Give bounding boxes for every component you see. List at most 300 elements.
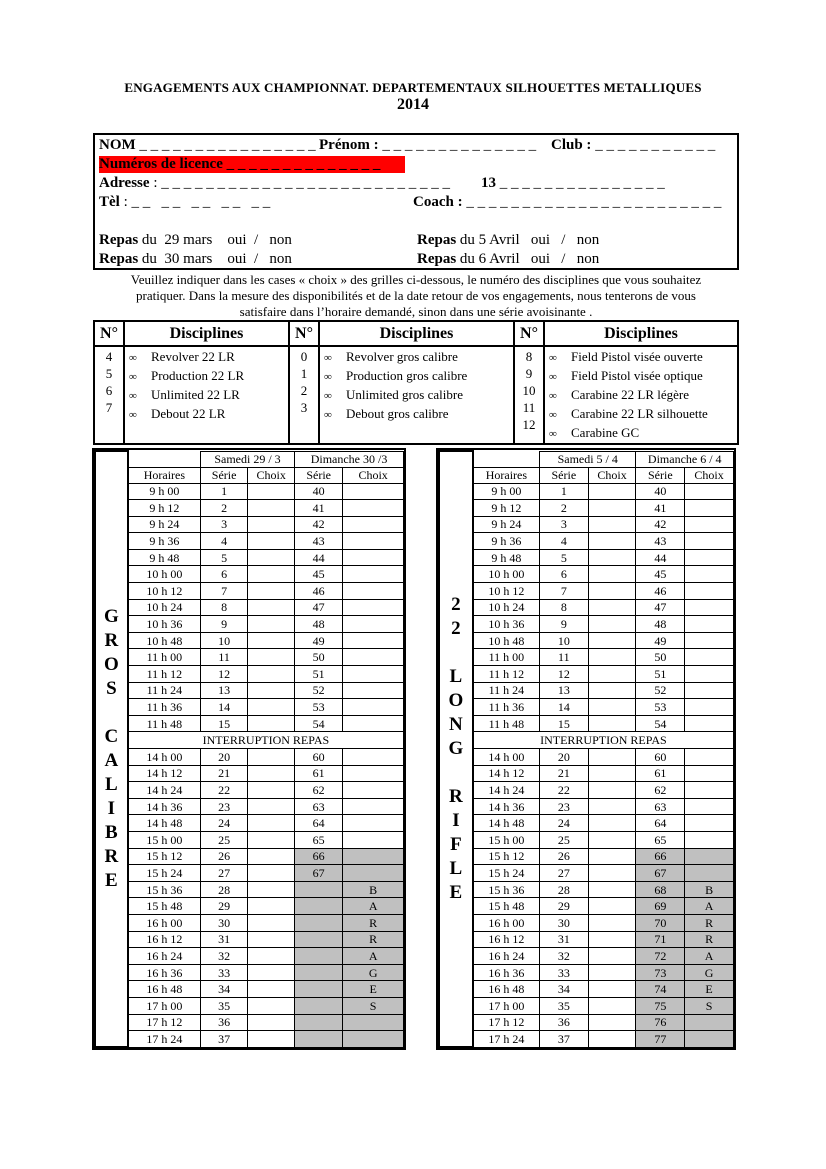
prenom-field[interactable]: _ _ _ _ _ _ _ _ _ _ _ _ _ _ <box>378 137 537 153</box>
repas-6-choice[interactable]: du 6 Avril oui / non <box>456 251 600 267</box>
barrages-cell: B <box>685 881 734 898</box>
coach-label: Coach : <box>413 194 463 210</box>
time-cell: 9 h 48 <box>473 549 540 566</box>
choix-cell[interactable] <box>248 649 295 666</box>
discipline-number: 11 <box>522 400 536 415</box>
serie-cell: 21 <box>539 765 588 782</box>
serie-cell: 35 <box>200 997 247 1014</box>
choix-cell[interactable] <box>685 815 734 832</box>
serie-cell: 27 <box>539 865 588 882</box>
choix-cell[interactable] <box>343 666 404 683</box>
choix-cell[interactable] <box>685 616 734 633</box>
serie-cell: 12 <box>200 666 247 683</box>
choix-cell[interactable] <box>248 798 295 815</box>
repas-29-choice[interactable]: du 29 mars oui / non <box>138 232 292 248</box>
choix-cell[interactable] <box>588 549 636 566</box>
discipline-name: Unlimited gros calibre <box>346 387 463 402</box>
choix-cell[interactable] <box>248 749 295 766</box>
serie-cell: 24 <box>539 815 588 832</box>
club-line[interactable] <box>551 137 715 154</box>
choix-cell[interactable] <box>588 649 636 666</box>
time-cell: 14 h 24 <box>128 782 201 799</box>
serie-cell: 64 <box>295 815 343 832</box>
time-cell: 14 h 24 <box>473 782 540 799</box>
serie-cell: 35 <box>539 997 588 1014</box>
serie-cell: 5 <box>539 549 588 566</box>
serie-cell: 33 <box>200 964 247 981</box>
schedule-row <box>439 500 734 517</box>
choix-cell[interactable] <box>685 583 734 600</box>
choix-cell[interactable] <box>343 516 404 533</box>
choix-cell[interactable] <box>685 649 734 666</box>
schedule-row <box>95 931 404 948</box>
serie-header: Série <box>636 467 685 483</box>
choix-cell[interactable] <box>588 964 636 981</box>
time-cell: 11 h 00 <box>473 649 540 666</box>
discipline-number: 1 <box>300 366 308 381</box>
repas-6-line[interactable] <box>417 251 599 268</box>
coach-field[interactable]: _ _ _ _ _ _ _ _ _ _ _ _ _ _ _ _ _ _ _ _ _ _ _ <box>462 194 722 210</box>
serie-cell: 7 <box>200 583 247 600</box>
serie-cell: 7 <box>539 583 588 600</box>
discipline-name: Production 22 LR <box>151 368 245 383</box>
choix-cell[interactable] <box>248 782 295 799</box>
nom-field[interactable]: _ _ _ _ _ _ _ _ _ _ _ _ _ _ _ _ <box>135 137 316 153</box>
repas-30-choice[interactable]: du 30 mars oui / non <box>138 251 292 267</box>
choix-cell[interactable] <box>588 682 636 699</box>
schedule-row <box>439 1014 734 1031</box>
choix-cell[interactable] <box>248 632 295 649</box>
coach-line[interactable] <box>413 194 721 211</box>
discipline-number: 4 <box>105 349 113 364</box>
choix-cell[interactable] <box>588 566 636 583</box>
serie-cell: 11 <box>200 649 247 666</box>
choix-cell[interactable] <box>343 632 404 649</box>
label-letter: I <box>107 798 116 820</box>
choix-cell <box>685 1031 734 1048</box>
serie-cell: 65 <box>295 831 343 848</box>
serie-cell: 32 <box>539 948 588 965</box>
day1-header: Samedi 5 / 4 <box>539 451 635 467</box>
choix-cell[interactable] <box>588 914 636 931</box>
choix-cell[interactable] <box>685 483 734 500</box>
choix-cell[interactable] <box>248 500 295 517</box>
serie-cell: 69 <box>636 898 685 915</box>
serie-cell: 29 <box>539 898 588 915</box>
schedule-row <box>439 997 734 1014</box>
time-cell: 15 h 00 <box>473 831 540 848</box>
label-letter: R <box>104 630 119 652</box>
serie-cell: 3 <box>200 516 247 533</box>
barrages-cell: R <box>685 931 734 948</box>
choix-cell[interactable] <box>343 798 404 815</box>
choix-cell[interactable] <box>685 632 734 649</box>
adresse-label: Adresse <box>99 175 150 191</box>
instructions-line: Veuillez indiquer dans les cases « choix » des grilles ci-dessous, le numéro des disciplines que vous souhaitez <box>130 272 702 287</box>
schedule-row <box>439 898 734 915</box>
infinity-bullet-icon: ∞ <box>549 371 557 383</box>
choix-cell[interactable] <box>248 1031 295 1048</box>
schedule-row <box>95 765 404 782</box>
schedule-row <box>439 483 734 500</box>
choix-cell[interactable] <box>588 981 636 998</box>
choix-cell[interactable] <box>588 1014 636 1031</box>
choix-cell[interactable] <box>588 715 636 732</box>
num-header: N° <box>289 321 319 346</box>
serie-cell: 42 <box>636 516 685 533</box>
choix-cell[interactable] <box>248 682 295 699</box>
schedule-row <box>95 632 404 649</box>
choix-cell[interactable] <box>588 948 636 965</box>
time-cell: 9 h 12 <box>473 500 540 517</box>
choix-cell[interactable] <box>588 1031 636 1048</box>
choix-cell[interactable] <box>685 798 734 815</box>
discipline-item <box>320 386 513 405</box>
serie-cell: 23 <box>539 798 588 815</box>
choix-cell[interactable] <box>588 666 636 683</box>
serie-cell: 25 <box>200 831 247 848</box>
schedule-row <box>95 715 404 732</box>
time-cell: 11 h 24 <box>473 682 540 699</box>
serie-header: Série <box>539 467 588 483</box>
choix-cell[interactable] <box>343 699 404 716</box>
time-cell: 11 h 12 <box>473 666 540 683</box>
serie-cell: 29 <box>200 898 247 915</box>
choix-cell[interactable] <box>343 583 404 600</box>
discipline-item <box>545 405 737 424</box>
adresse-field[interactable]: : _ _ _ _ _ _ _ _ _ _ _ _ _ _ _ _ _ _ _ _ _ _ _ _ _ _ <box>149 175 450 191</box>
choix-cell[interactable] <box>685 715 734 732</box>
schedule-row <box>95 831 404 848</box>
choix-cell[interactable] <box>588 749 636 766</box>
choix-cell[interactable] <box>588 533 636 550</box>
choix-cell[interactable] <box>685 682 734 699</box>
choix-cell[interactable] <box>248 865 295 882</box>
disciplines-header: Disciplines <box>544 321 738 346</box>
time-cell: 11 h 48 <box>473 715 540 732</box>
serie-cell: 44 <box>636 549 685 566</box>
choix-cell[interactable] <box>588 798 636 815</box>
choix-cell[interactable] <box>248 699 295 716</box>
choix-cell[interactable] <box>248 583 295 600</box>
discipline-number: 12 <box>522 417 536 432</box>
choix-cell[interactable] <box>248 666 295 683</box>
serie-cell: 34 <box>539 981 588 998</box>
serie-cell: 65 <box>636 831 685 848</box>
time-cell: 10 h 48 <box>473 632 540 649</box>
serie-cell: 70 <box>636 914 685 931</box>
infinity-bullet-icon: ∞ <box>324 409 332 421</box>
discipline-number: 2 <box>300 383 308 398</box>
choix-cell[interactable] <box>343 483 404 500</box>
label-letter <box>440 641 472 665</box>
choix-cell[interactable] <box>343 566 404 583</box>
infinity-bullet-icon: ∞ <box>129 352 137 364</box>
choix-cell[interactable] <box>588 831 636 848</box>
choix-cell[interactable] <box>588 516 636 533</box>
time-cell: 16 h 00 <box>473 914 540 931</box>
choix-cell[interactable] <box>248 948 295 965</box>
discipline-name: Revolver gros calibre <box>346 349 458 364</box>
serie-header: Série <box>295 467 343 483</box>
choix-cell[interactable] <box>685 533 734 550</box>
discipline-name: Carabine 22 LR légère <box>571 387 690 402</box>
choix-cell[interactable] <box>343 831 404 848</box>
tel-field[interactable]: : _ _ _ _ _ _ _ _ _ _ <box>119 194 271 210</box>
choix-cell[interactable] <box>588 848 636 865</box>
discipline-item <box>545 424 737 443</box>
discipline-item <box>545 386 737 405</box>
time-cell: 9 h 24 <box>128 516 201 533</box>
choix-header: Choix <box>248 467 295 483</box>
time-cell: 10 h 12 <box>128 583 201 600</box>
nom-label: NOM <box>99 137 136 153</box>
choix-cell[interactable] <box>248 815 295 832</box>
schedule-row <box>95 865 404 882</box>
serie-cell: 3 <box>539 516 588 533</box>
serie-cell: 28 <box>539 881 588 898</box>
schedule-row <box>439 566 734 583</box>
serie-cell: 49 <box>636 632 685 649</box>
choix-cell[interactable] <box>248 599 295 616</box>
discipline-name: Debout gros calibre <box>346 406 449 421</box>
licence-line[interactable] <box>99 156 380 173</box>
prenom-label: Prénom : <box>319 137 379 153</box>
choix-cell[interactable] <box>248 914 295 931</box>
serie-cell: 61 <box>295 765 343 782</box>
schedule-row <box>95 997 404 1014</box>
repas-29-line[interactable] <box>99 232 292 249</box>
choix-cell[interactable] <box>588 881 636 898</box>
serie-cell: 75 <box>636 997 685 1014</box>
choix-cell[interactable] <box>343 815 404 832</box>
time-cell: 11 h 36 <box>473 699 540 716</box>
discipline-number: 8 <box>525 349 533 364</box>
club-label: Club : <box>551 137 592 153</box>
choix-cell[interactable] <box>248 549 295 566</box>
choix-cell[interactable] <box>248 831 295 848</box>
choix-cell[interactable] <box>588 997 636 1014</box>
choix-cell[interactable] <box>685 566 734 583</box>
choix-cell[interactable] <box>343 765 404 782</box>
serie-cell: 41 <box>636 500 685 517</box>
choix-cell[interactable] <box>248 931 295 948</box>
choix-cell[interactable] <box>685 500 734 517</box>
choix-cell <box>343 1014 404 1031</box>
serie-cell: 11 <box>539 649 588 666</box>
time-cell: 15 h 12 <box>473 848 540 865</box>
serie-cell: 51 <box>636 666 685 683</box>
choix-cell[interactable] <box>343 549 404 566</box>
licence-field[interactable]: _ _ _ _ _ _ _ _ _ _ _ _ _ _ <box>222 156 381 172</box>
choix-cell[interactable] <box>343 599 404 616</box>
choix-cell[interactable] <box>685 549 734 566</box>
choix-cell[interactable] <box>588 782 636 799</box>
choix-cell[interactable] <box>343 616 404 633</box>
choix-cell[interactable] <box>685 749 734 766</box>
serie-cell: 76 <box>636 1014 685 1031</box>
choix-cell[interactable] <box>588 500 636 517</box>
choix-cell[interactable] <box>343 500 404 517</box>
serie-cell: 53 <box>295 699 343 716</box>
choix-cell[interactable] <box>343 649 404 666</box>
choix-cell[interactable] <box>343 749 404 766</box>
choix-cell[interactable] <box>588 898 636 915</box>
choix-cell[interactable] <box>343 533 404 550</box>
choix-cell[interactable] <box>248 981 295 998</box>
choix-cell[interactable] <box>588 632 636 649</box>
choix-cell[interactable] <box>248 997 295 1014</box>
serie-cell: 45 <box>295 566 343 583</box>
choix-cell[interactable] <box>588 815 636 832</box>
choix-cell[interactable] <box>685 765 734 782</box>
choix-cell[interactable] <box>685 599 734 616</box>
label-letter: S <box>106 678 117 700</box>
label-letter: E <box>449 882 463 904</box>
choix-cell[interactable] <box>588 616 636 633</box>
schedule-row <box>95 1014 404 1031</box>
barrages-cell: G <box>685 964 734 981</box>
serie-cell: 67 <box>295 865 343 882</box>
serie-cell: 25 <box>539 831 588 848</box>
repas-5-line[interactable] <box>417 232 599 249</box>
serie-cell: 71 <box>636 931 685 948</box>
label-letter: L <box>105 774 118 796</box>
choix-cell <box>343 1031 404 1048</box>
choix-cell[interactable] <box>685 699 734 716</box>
choix-cell[interactable] <box>248 848 295 865</box>
choix-cell[interactable] <box>248 1014 295 1031</box>
serie-cell: 31 <box>539 931 588 948</box>
time-cell: 15 h 36 <box>473 881 540 898</box>
choix-cell[interactable] <box>588 699 636 716</box>
infinity-bullet-icon: ∞ <box>324 352 332 364</box>
document-title: ENGAGEMENTS AUX CHAMPIONNAT. DEPARTEMENTAUX SILHOUETTES METALLIQUES <box>124 80 702 95</box>
choix-cell[interactable] <box>248 898 295 915</box>
schedule-row <box>95 616 404 633</box>
choix-cell[interactable] <box>588 583 636 600</box>
time-cell: 15 h 00 <box>128 831 201 848</box>
choix-cell[interactable] <box>248 483 295 500</box>
choix-cell[interactable] <box>588 483 636 500</box>
choix-cell[interactable] <box>248 533 295 550</box>
choix-cell[interactable] <box>588 931 636 948</box>
choix-cell[interactable] <box>248 616 295 633</box>
adresse-line[interactable] <box>99 175 450 192</box>
serie-cell <box>295 881 343 898</box>
time-cell: 9 h 24 <box>473 516 540 533</box>
discipline-name: Field Pistol visée ouverte <box>571 349 703 364</box>
time-cell: 15 h 36 <box>128 881 201 898</box>
repas-5-choice[interactable]: du 5 Avril oui / non <box>456 232 600 248</box>
serie-cell: 68 <box>636 881 685 898</box>
schedule-row <box>439 948 734 965</box>
schedule-row <box>95 815 404 832</box>
city-field[interactable]: _ _ _ _ _ _ _ _ _ _ _ _ _ _ _ <box>496 175 665 191</box>
schedule-row <box>95 848 404 865</box>
discipline-number: 6 <box>105 383 113 398</box>
choix-cell[interactable] <box>248 765 295 782</box>
dept-number: 13 <box>481 175 496 191</box>
choix-cell <box>343 848 404 865</box>
time-cell: 16 h 36 <box>128 964 201 981</box>
serie-cell: 51 <box>295 666 343 683</box>
label-letter <box>96 701 127 725</box>
prenom-line[interactable] <box>319 137 536 154</box>
choix-cell[interactable] <box>685 782 734 799</box>
choix-cell[interactable] <box>343 682 404 699</box>
discipline-number: 3 <box>300 400 308 415</box>
choix-cell[interactable] <box>685 666 734 683</box>
choix-cell[interactable] <box>588 599 636 616</box>
repas-label: Repas <box>417 251 457 267</box>
choix-cell[interactable] <box>685 516 734 533</box>
barrages-cell: A <box>685 898 734 915</box>
serie-cell: 43 <box>295 533 343 550</box>
nom-line[interactable] <box>99 137 316 154</box>
serie-cell: 9 <box>539 616 588 633</box>
choix-cell[interactable] <box>248 881 295 898</box>
choix-cell[interactable] <box>588 765 636 782</box>
choix-cell[interactable] <box>248 516 295 533</box>
serie-cell <box>295 914 343 931</box>
discipline-number: 7 <box>105 400 113 415</box>
discipline-item <box>125 367 288 386</box>
discipline-item <box>125 348 288 367</box>
serie-cell: 4 <box>200 533 247 550</box>
choix-cell[interactable] <box>588 865 636 882</box>
serie-cell: 52 <box>636 682 685 699</box>
repas-30-line[interactable] <box>99 251 292 268</box>
barrages-cell: R <box>343 914 404 931</box>
club-field[interactable]: _ _ _ _ _ _ _ _ _ _ _ <box>591 137 716 153</box>
dept-line[interactable] <box>481 175 665 192</box>
time-cell: 10 h 00 <box>473 566 540 583</box>
choix-cell[interactable] <box>248 715 295 732</box>
serie-cell: 34 <box>200 981 247 998</box>
label-letter: O <box>448 690 464 712</box>
schedule-row <box>95 682 404 699</box>
choix-cell[interactable] <box>685 831 734 848</box>
choix-cell[interactable] <box>248 566 295 583</box>
discipline-number: 5 <box>105 366 113 381</box>
discipline-item <box>125 386 288 405</box>
time-cell: 17 h 12 <box>128 1014 201 1031</box>
serie-cell: 66 <box>295 848 343 865</box>
choix-cell[interactable] <box>343 782 404 799</box>
time-cell: 10 h 24 <box>128 599 201 616</box>
discipline-item <box>320 348 513 367</box>
time-cell: 14 h 48 <box>473 815 540 832</box>
serie-cell: 28 <box>200 881 247 898</box>
serie-cell: 14 <box>539 699 588 716</box>
choix-cell[interactable] <box>248 964 295 981</box>
serie-cell: 30 <box>200 914 247 931</box>
serie-cell: 2 <box>200 500 247 517</box>
time-cell: 17 h 24 <box>473 1031 540 1048</box>
tel-line[interactable] <box>99 194 270 211</box>
barrages-cell: R <box>343 931 404 948</box>
serie-cell: 74 <box>636 981 685 998</box>
time-cell: 15 h 48 <box>128 898 201 915</box>
time-cell: 11 h 12 <box>128 666 201 683</box>
time-cell: 9 h 00 <box>128 483 201 500</box>
choix-cell[interactable] <box>343 715 404 732</box>
schedule-row <box>439 749 734 766</box>
label-letter: G <box>448 738 464 760</box>
serie-cell: 15 <box>539 715 588 732</box>
category-vertical-label <box>439 451 473 1047</box>
